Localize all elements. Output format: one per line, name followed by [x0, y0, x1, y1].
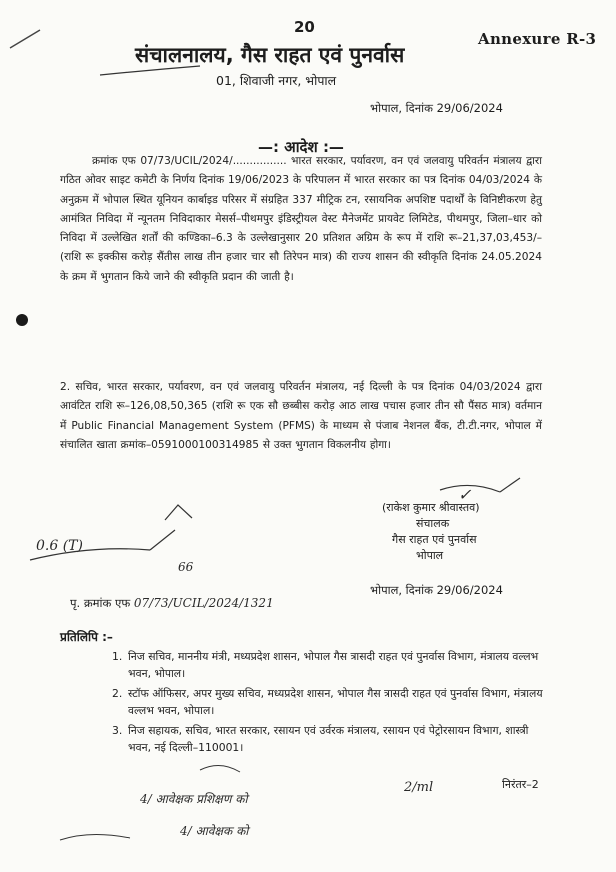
annexure-label: Annexure R-3: [478, 30, 597, 48]
signature-block: [382, 500, 542, 564]
copy-to-item-number: 1.: [112, 650, 123, 663]
punch-hole-icon: [16, 314, 28, 326]
copy-to-item-text: निज सहायक, सचिव, भारत सरकार, रसायन एवं उर्वरक मंत्रालय, रसायन एवं पेट्रोरसायन विभाग, शास्त्री भवन, नई दिल्ली–110001।: [128, 724, 529, 754]
signatory-city: भोपाल: [416, 549, 444, 562]
copy-to-item: [112, 648, 552, 682]
order-paragraph-2: 2. सचिव, भारत सरकार, पर्यावरण, वन एवं जलवायु परिवर्तन मंत्रालय, नई दिल्ली के पत्र दिनांक 04/03/2024 द्वारा आवंटित राशि रू–126,08,50,365 (राशि रू एक सौ छब्बीस करोड़ आठ लाख पचास हजार तीन सौ पैंसठ मात्र) वर्तमान में Public Financial Management System (PFMS) के माध्यम से पंजाब नेशनल बैंक, टी.टी.नगर, भोपाल में संचालित खाता क्रमांक–0591000100314985 से उक्त भुगतान विकलनीय होगा।: [60, 381, 542, 451]
copy-to-item-number: 3.: [112, 724, 123, 737]
letter-date: भोपाल, दिनांक 29/06/2024: [370, 101, 503, 115]
page-number: 20: [294, 18, 315, 36]
copy-to-item: [112, 722, 552, 756]
endorsement-ref-handwritten: 07/73/UCIL/2024/1321: [133, 596, 274, 610]
order-paragraph-1: क्रमांक एफ 07/73/UCIL/2024/................ भारत सरकार, पर्यावरण, वन एवं जलवायु परिवर्तन मंत्रालय द्वारा गठित ओवर साइट कमेटी के निर्णय दिनांक 19/06/2023 के परिपालन में भारत सरकार का पत्र दिनांक 04/03/2024 के अनुक्रम में भोपाल स्थित यूनियन कार्बाइड परिसर में संग्रहित 337 मीट्रिक टन, रसायनिक अपशिष्ट पदार्थों के विनिष्टीकरण हेतु आमंत्रित निविदा में न्यूनतम निविदाकार मेसर्स–पीथमपुर इंडिस्ट्रीयल वेस्ट मैनेजमेंट प्रायवेट लिमिटेड, पीथमपुर, जिला–धार को निविदा में उल्लेखित शर्तों की कण्डिका–6.3 के उल्लेखानुसार 20 प्रतिशत अग्रिम के रूप में राशि रू–21,37,03,453/–(राशि रू इक्कीस करोड़ सैंतीस लाख तीन हजार चार सौ तिरेपन मात्र) की राज्य शासन की स्वीकृति दिनांक 24.05.2024 के क्रम में भुगतान किये जाने की स्वीकृति प्रदान की जाती है।: [60, 155, 542, 283]
copy-to-item: [112, 685, 552, 719]
margin-note-2: 66: [178, 560, 194, 574]
margin-note: 0.6 (T): [36, 538, 83, 554]
org-title: संचालनालय, गैस राहत एवं पुनर्वास: [135, 43, 405, 67]
signatory-designation: संचालक: [416, 517, 450, 530]
signatory-office: गैस राहत एवं पुनर्वास: [392, 533, 477, 546]
copy-to-item-text: स्टॉफ ऑफिसर, अपर मुख्य सचिव, मध्यप्रदेश शासन, भोपाल गैस त्रासदी राहत एवं पुनर्वास विभाग, मंत्रालय वल्लभ भवन, भोपाल।: [128, 687, 543, 717]
bottom-note-line-1: 4/ आवेक्षक प्रशिक्षण को: [140, 792, 248, 806]
copy-to-heading: प्रतिलिपि :–: [60, 630, 113, 644]
top-left-mark: ✓: [458, 485, 472, 504]
endorsement-ref-printed: पृ. क्रमांक एफ: [70, 596, 131, 610]
copy-to-item-text: निज सचिव, माननीय मंत्री, मध्यप्रदेश शासन, भोपाल गैस त्रासदी राहत एवं पुनर्वास विभाग, मंत्रालय वल्लभ भवन, भोपाल।: [128, 650, 539, 680]
copy-to-item-number: 2.: [112, 687, 123, 700]
bottom-note-line-2: 4/ आवेक्षक को: [180, 824, 249, 838]
endorsement-reference: [70, 596, 274, 611]
copy-to-list: [112, 648, 552, 759]
order-heading: —: आदेश :—: [258, 138, 344, 156]
endorsement-date: भोपाल, दिनांक 29/06/2024: [370, 583, 503, 597]
continued-label: निरंतर–2: [502, 778, 539, 791]
org-address: 01, शिवाजी नगर, भोपाल: [216, 73, 337, 88]
bottom-initial: 2/ml: [404, 780, 434, 795]
signatory-name: (राकेश कुमार श्रीवास्तव): [382, 501, 480, 514]
